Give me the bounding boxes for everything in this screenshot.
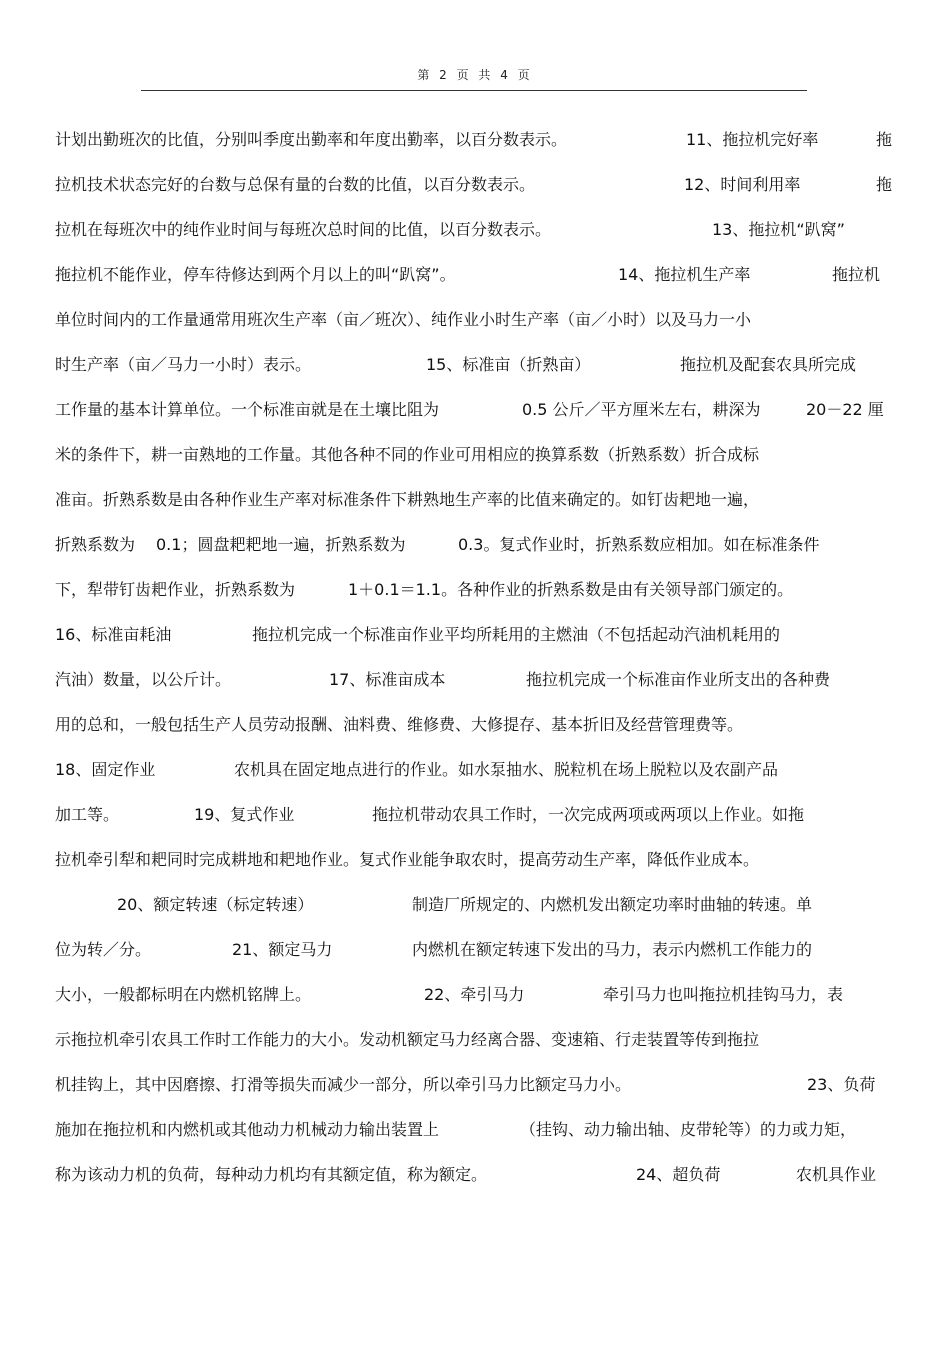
text-line <box>0 128 950 152</box>
text-segment: （挂钩、动力输出轴、皮带轮等）的力或力矩， <box>520 1120 857 1139</box>
text-segment: 制造厂所规定的、内燃机发出额定功率时曲轴的转速。单 <box>412 895 813 914</box>
text-line <box>0 488 950 512</box>
term-heading: 22、牵引马力 <box>424 985 525 1004</box>
text-line <box>0 713 950 737</box>
text-line <box>0 1163 950 1187</box>
text-line <box>0 1073 950 1097</box>
text-segment: 示拖拉机牵引农具工作时工作能力的大小。发动机额定马力经离合器、变速箱、行走装置等传到拖拉 <box>55 1030 760 1049</box>
text-line <box>0 803 950 827</box>
text-segment: 拉机技术状态完好的台数与总保有量的台数的比值，以百分数表示。 <box>55 175 536 194</box>
text-segment: 拖拉机不能作业，停车待修达到两个月以上的叫“趴窝”。 <box>55 265 456 284</box>
text-segment: 工作量的基本计算单位。一个标准亩就是在土壤比阻为 <box>55 400 440 419</box>
text-line <box>0 398 950 422</box>
text-segment: 用的总和，一般包括生产人员劳动报酬、油料费、维修费、大修提存、基本折旧及经营管理费等。 <box>55 715 744 734</box>
text-segment: 米的条件下，耕一亩熟地的工作量。其他各种不同的作业可用相应的换算系数（折熟系数）折合成标 <box>55 445 760 464</box>
text-segment: 拖拉机完成一个标准亩作业所支出的各种费 <box>526 670 831 689</box>
text-segment: 拖拉机带动农具工作时，一次完成两项或两项以上作业。如拖 <box>372 805 805 824</box>
text-segment: 施加在拖拉机和内燃机或其他动力机械动力输出装置上 <box>55 1120 440 1139</box>
term-heading: 23、负荷 <box>807 1075 876 1094</box>
text-segment: 拖拉机完成一个标准亩作业平均所耗用的主燃油（不包括起动汽油机耗用的 <box>252 625 781 644</box>
text-segment: 内燃机在额定转速下发出的马力，表示内燃机工作能力的 <box>412 940 813 959</box>
text-line <box>0 938 950 962</box>
term-heading: 14、拖拉机生产率 <box>618 265 751 284</box>
text-line <box>0 848 950 872</box>
text-segment: 拖拉机及配套农具所完成 <box>680 355 857 374</box>
text-segment: 拖 <box>876 130 893 149</box>
text-line <box>0 758 950 782</box>
text-line <box>0 263 950 287</box>
text-line <box>0 578 950 602</box>
text-line <box>0 1028 950 1052</box>
text-line <box>0 893 950 917</box>
term-heading: 18、固定作业 <box>55 760 156 779</box>
text-segment: 折熟系数为 <box>55 535 136 554</box>
text-segment: 农机具在固定地点进行的作业。如水泵抽水、脱粒机在场上脱粒以及农副产品 <box>234 760 779 779</box>
header-divider <box>141 90 807 91</box>
text-segment: 拉机牵引犁和耙同时完成耕地和耙地作业。复式作业能争取农时，提高劳动生产率，降低作业成本。 <box>55 850 760 869</box>
text-line <box>0 173 950 197</box>
text-segment: 0.1；圆盘耙耙地一遍，折熟系数为 <box>156 535 406 554</box>
term-heading: 17、标准亩成本 <box>329 670 446 689</box>
text-segment: 机挂钩上，其中因磨擦、打滑等损失而减少一部分，所以牵引马力比额定马力小。 <box>55 1075 632 1094</box>
text-segment: 农机具作业 <box>796 1165 877 1184</box>
text-segment: 下，犁带钉齿耙作业，折熟系数为 <box>55 580 296 599</box>
text-line <box>0 533 950 557</box>
term-heading: 19、复式作业 <box>194 805 295 824</box>
term-heading: 13、拖拉机“趴窝” <box>712 220 845 239</box>
term-heading: 24、超负荷 <box>636 1165 721 1184</box>
term-heading: 12、时间利用率 <box>684 175 801 194</box>
text-segment: 拖拉机 <box>832 265 881 284</box>
text-segment: 时生产率（亩／马力一小时）表示。 <box>55 355 312 374</box>
text-line <box>0 218 950 242</box>
text-line <box>0 983 950 1007</box>
text-line <box>0 623 950 647</box>
text-segment: 拉机在每班次中的纯作业时间与每班次总时间的比值，以百分数表示。 <box>55 220 552 239</box>
text-segment: 大小，一般都标明在内燃机铭牌上。 <box>55 985 312 1004</box>
text-segment: 汽油）数量，以公斤计。 <box>55 670 232 689</box>
text-line <box>0 308 950 332</box>
text-segment: 加工等。 <box>55 805 120 824</box>
text-segment: 单位时间内的工作量通常用班次生产率（亩／班次）、纯作业小时生产率（亩／小时）以及马力一小 <box>55 310 752 329</box>
text-segment: 位为转／分。 <box>55 940 152 959</box>
text-segment: 称为该动力机的负荷，每种动力机均有其额定值，称为额定。 <box>55 1165 488 1184</box>
term-heading: 20、额定转速（标定转速） <box>117 895 314 914</box>
text-line <box>0 1118 950 1142</box>
term-heading: 16、标准亩耗油 <box>55 625 172 644</box>
term-heading: 11、拖拉机完好率 <box>686 130 819 149</box>
text-segment: 牵引马力也叫拖拉机挂钩马力，表 <box>603 985 844 1004</box>
page-indicator: 第 2 页 共 4 页 <box>417 68 533 82</box>
text-segment: 0.3。复式作业时，折熟系数应相加。如在标准条件 <box>458 535 820 554</box>
text-segment: 0.5 公斤／平方厘米左右，耕深为 <box>522 400 761 419</box>
text-segment: 计划出勤班次的比值，分别叫季度出勤率和年度出勤率，以百分数表示。 <box>55 130 568 149</box>
text-line <box>0 668 950 692</box>
text-segment: 拖 <box>876 175 893 194</box>
term-heading: 21、额定马力 <box>232 940 333 959</box>
term-heading: 15、标准亩（折熟亩） <box>426 355 591 374</box>
text-segment: 20－22 厘 <box>806 400 884 419</box>
text-segment: 准亩。折熟系数是由各种作业生产率对标准条件下耕熟地生产率的比值来确定的。如钉齿耙地一遍， <box>55 490 760 509</box>
text-segment: 1＋0.1＝1.1。各种作业的折熟系数是由有关领导部门颁定的。 <box>348 580 794 599</box>
text-line <box>0 443 950 467</box>
text-line <box>0 353 950 377</box>
